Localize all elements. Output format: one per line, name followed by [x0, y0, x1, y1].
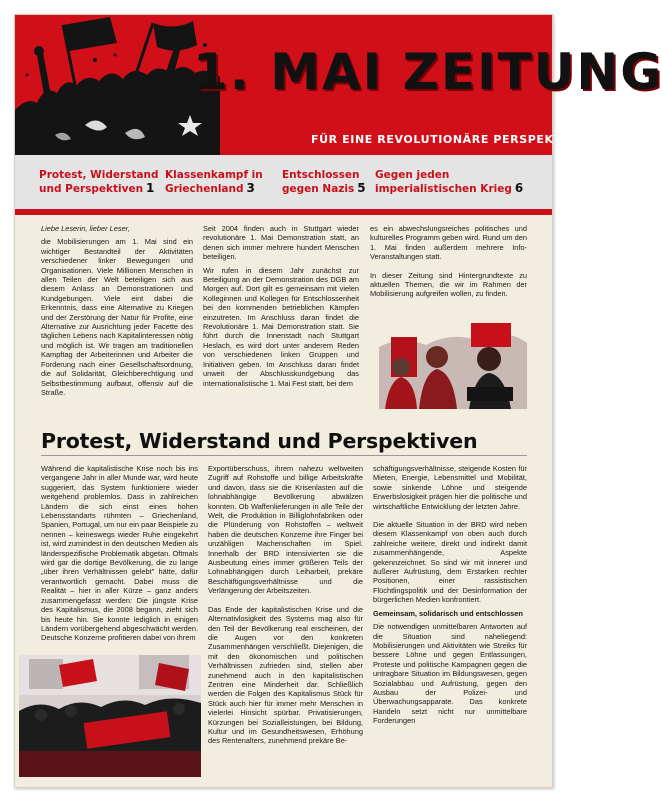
- article-text: Die aktuelle Situation in der BRD wird neben diesem Klassenkampf von oben auch durch zahlreiche weitere, direkt und indirekt damit zusammenhängende, Aspekte gekennzeichnet. So sind wir mit innerer und äußerer Aufrüstung, dem Erstarken rechter Positionen, einer rassistischen Flüchtlingspolitik und der Desinformation der bürgerlichen Medien konfrontiert.: [373, 520, 527, 605]
- article-column-3: [373, 464, 527, 730]
- topic-line2: und Perspektiven: [39, 183, 144, 195]
- topic-item-protest[interactable]: [39, 169, 158, 196]
- topic-item-nazis[interactable]: [282, 169, 366, 196]
- article-subheading: Gemeinsam, solidarisch und entschlossen: [373, 608, 523, 618]
- headline-rule: [41, 455, 527, 456]
- article-text: schäftigungsverhältnisse, steigende Kosten für Mieten, Energie, Lebensmittel und Mobilität, sowie sinkende Löhne und steigende Erwerbslosigkeit prägen hier die politische und wirtschaftliche Entwicklung der letzten Jahre.: [373, 464, 527, 511]
- intro-column-1: [41, 224, 193, 401]
- topic-page-number: 3: [246, 181, 255, 195]
- masthead: [15, 15, 663, 155]
- intro-text: Seit 2004 finden auch in Stuttgart wieder revolutionäre 1. Mai Demonstration statt, an denen sich immer mehrere hundert Menschen beteiligen.: [203, 224, 359, 262]
- demo-photo-women: [371, 317, 531, 409]
- article-text: Exportüberschuss, ihrem nahezu weltweiten Zugriff auf Rohstoffe und billige Arbeitskräfte und davon, dass sie die Krisenlasten auf die lohnabhängige Bevölkerung abwälzen konnten. Ob Waffenlieferungen in alle Teile der Welt, die Produktion in Billiglohnfabriken oder die Plünderung von Rohstoffen – weltweit haben die deutschen Konzerne ihre Finger bei unzähligen Machenschaften im Spiel. Innerhalb der BRD intensivierten sie die Ausbeutung eines immer größeren Teils der Lohnabhängigen durch Leiharbeit, prekäre Beschäftigungsverhältnisse und die Verlängerung der Arbeitszeiten.: [208, 464, 363, 596]
- article-text: Während die kapitalistische Krise noch bis ins vergangene Jahr in aller Munde war, wird heute suggeriert, das System funktioniere wieder weitgehend problemlos. Dass in zahlreichen Ländern die sich einst eines hohen Lebensstandarts rühmten – Griechenland, Spanien, Portugal, um nur ein paar Beispiele zu nennen – keineswegs wieder Ruhe eingekehrt ist, wird zumindest in den deutschen Medien als länderspezifische Problematik abgetan. Oftmals wird gar die dortige Bevölkerung, die zu lange „über ihren Verhältnissen gelebt" hätte, dafür verantwortlich gemacht. Dabei muss die Realität – hier in aller Kürze – ganz anders zusammengefasst werden: Die jüngste Krise des Kapitalismus, die 2008 begann, zieht sich bis heute hin. Sie konnte lediglich in einigen Ländern vorübergehend abgeschwächt werden. Deutsche Konzerne profitieren dabei von ihrem: [41, 464, 198, 643]
- article-column-2: [208, 464, 363, 750]
- intro-column-3: [370, 224, 527, 303]
- protest-silhouette-illustration: [15, 15, 220, 155]
- newspaper-subtitle: FÜR EINE REVOLUTIONÄRE PERSPEKTIVE: [311, 133, 584, 146]
- article-column-1: [41, 464, 198, 647]
- topic-line2: Griechenland: [165, 183, 244, 195]
- masthead-divider: [15, 209, 552, 215]
- intro-greeting: Liebe Leserin, lieber Leser,: [41, 224, 130, 233]
- intro-text: es ein abwechslungsreiches politisches und kulturelles Programm geben wird. Rund um den 1. Mai finden außerdem mehrere Info-Veranstaltungen statt.: [370, 224, 527, 262]
- topic-line2: gegen Nazis: [282, 183, 355, 195]
- topic-item-griechenland[interactable]: [165, 169, 263, 196]
- topic-line1: Entschlossen: [282, 169, 360, 181]
- article-text: Die notwendigen unmittelbaren Antworten auf die Situation sind naheliegend: Mobilisierungen und Aktivitäten wie Streiks für bessere Löhne und gegen Entlassungen, Proteste und politische Kampagnen gegen die untragbare Situation im Bildungswesen, gegen Sozialabbau und Aufrüstung, gegen den Ausbau der Polizei- und Überwachungsapparate. Das konkrete Handeln setzt nicht nur unmittelbare Forderungen: [373, 622, 527, 726]
- topic-page-number: 1: [146, 181, 155, 195]
- topic-item-krieg[interactable]: [375, 169, 523, 196]
- topic-line1: Klassenkampf in: [165, 169, 263, 181]
- article-text: Das Ende der kapitalistischen Krise und die Alternativlosigkeit des Systems mag also für den Teil der Bevölkerung real erscheinen, der die Augen vor den konkreten Zusammenhängen verschließt. Diejenigen, die mit den ökonomischen und politischen Verhältnissen zufrieden sind, stellen aber zunehmend auch in den kapitalistischen Zentren eine Minderheit dar. Schließlich werden die Folgen des Kapitalismus Stück für Stück auch hier für immer mehr Menschen in vielerlei Hinsicht spürbar. Privatisierungen, Kürzungen bei Sozialleistungen, bei Bildung, Kultur und im Gesundheitswesen, Erhöhung des Rentenalters, zunehmend prekäre Be-: [208, 604, 363, 746]
- topic-page-number: 5: [357, 181, 366, 195]
- topic-line1: Gegen jeden: [375, 169, 450, 181]
- topic-page-number: 6: [514, 181, 524, 195]
- topic-line1: Protest, Widerstand: [39, 169, 159, 181]
- intro-column-2: [203, 224, 359, 392]
- topic-bar: [15, 155, 552, 209]
- intro-text: In dieser Zeitung sind Hintergrundtexte zu aktuellen Themen, die wir im Rahmen der Mobilisierung aufgreifen wollen, zu finden.: [370, 270, 527, 299]
- intro-text: die Mobilisierungen am 1. Mai sind ein wichtiger Bestandteil der Aktivitäten verschiedener linker Bewegungen und Organisationen. Viele Millionen Menschen in allen Teilen der Welt beteiligen sich aus diesem Anlass an Demonstrationen und Kundgebungen. Viele eint dabei die Erkenntnis, dass eine Alternative zu Kriegen und der Zerstörung der Natur für Profite, eine Alternative zur Ausrichtung jeder Facette des täglichen Lebens nach Kapitalinteressen nötig und möglich ist. Wir tragen am traditionellen Kampftag der Arbeiterinnen und Arbeiter die Forderung nach einer Gesellschaftsordnung, die auf Solidarität, Gleichberechtigung und Selbstbestimmung aufbaut, offensiv auf die Straße.: [41, 237, 193, 397]
- newspaper-page: [14, 14, 663, 788]
- article-headline: Protest, Widerstand und Perspektiven: [41, 429, 478, 453]
- intro-text: Wir rufen in diesem Jahr zunächst zur Beteiligung an der Demonstration des DGB am Morgen auf. Dort gilt es gemeinsam mit vielen Kolleginnen und Kollegen für Entschlossenheit bei den kommenden betrieblichen Kämpfen einzutreten. Im Anschluss daran findet die Revolutionäre 1. Mai Demonstration statt. Sie führt durch die Innenstadt nach Stuttgart Heslach, es wird dort unter anderem Reden von verschiedenen linken Gruppen und Initiativen geben. Im Anschluss daran findet unweit der Abschlusskundgebung das internationalistische 1. Mai Fest statt, bei dem: [203, 265, 359, 388]
- newspaper-title: 1. MAI ZEITUNG: [193, 43, 663, 101]
- demo-photo-crowd: [19, 655, 201, 777]
- topic-line2: imperialistischen Krieg: [375, 183, 512, 195]
